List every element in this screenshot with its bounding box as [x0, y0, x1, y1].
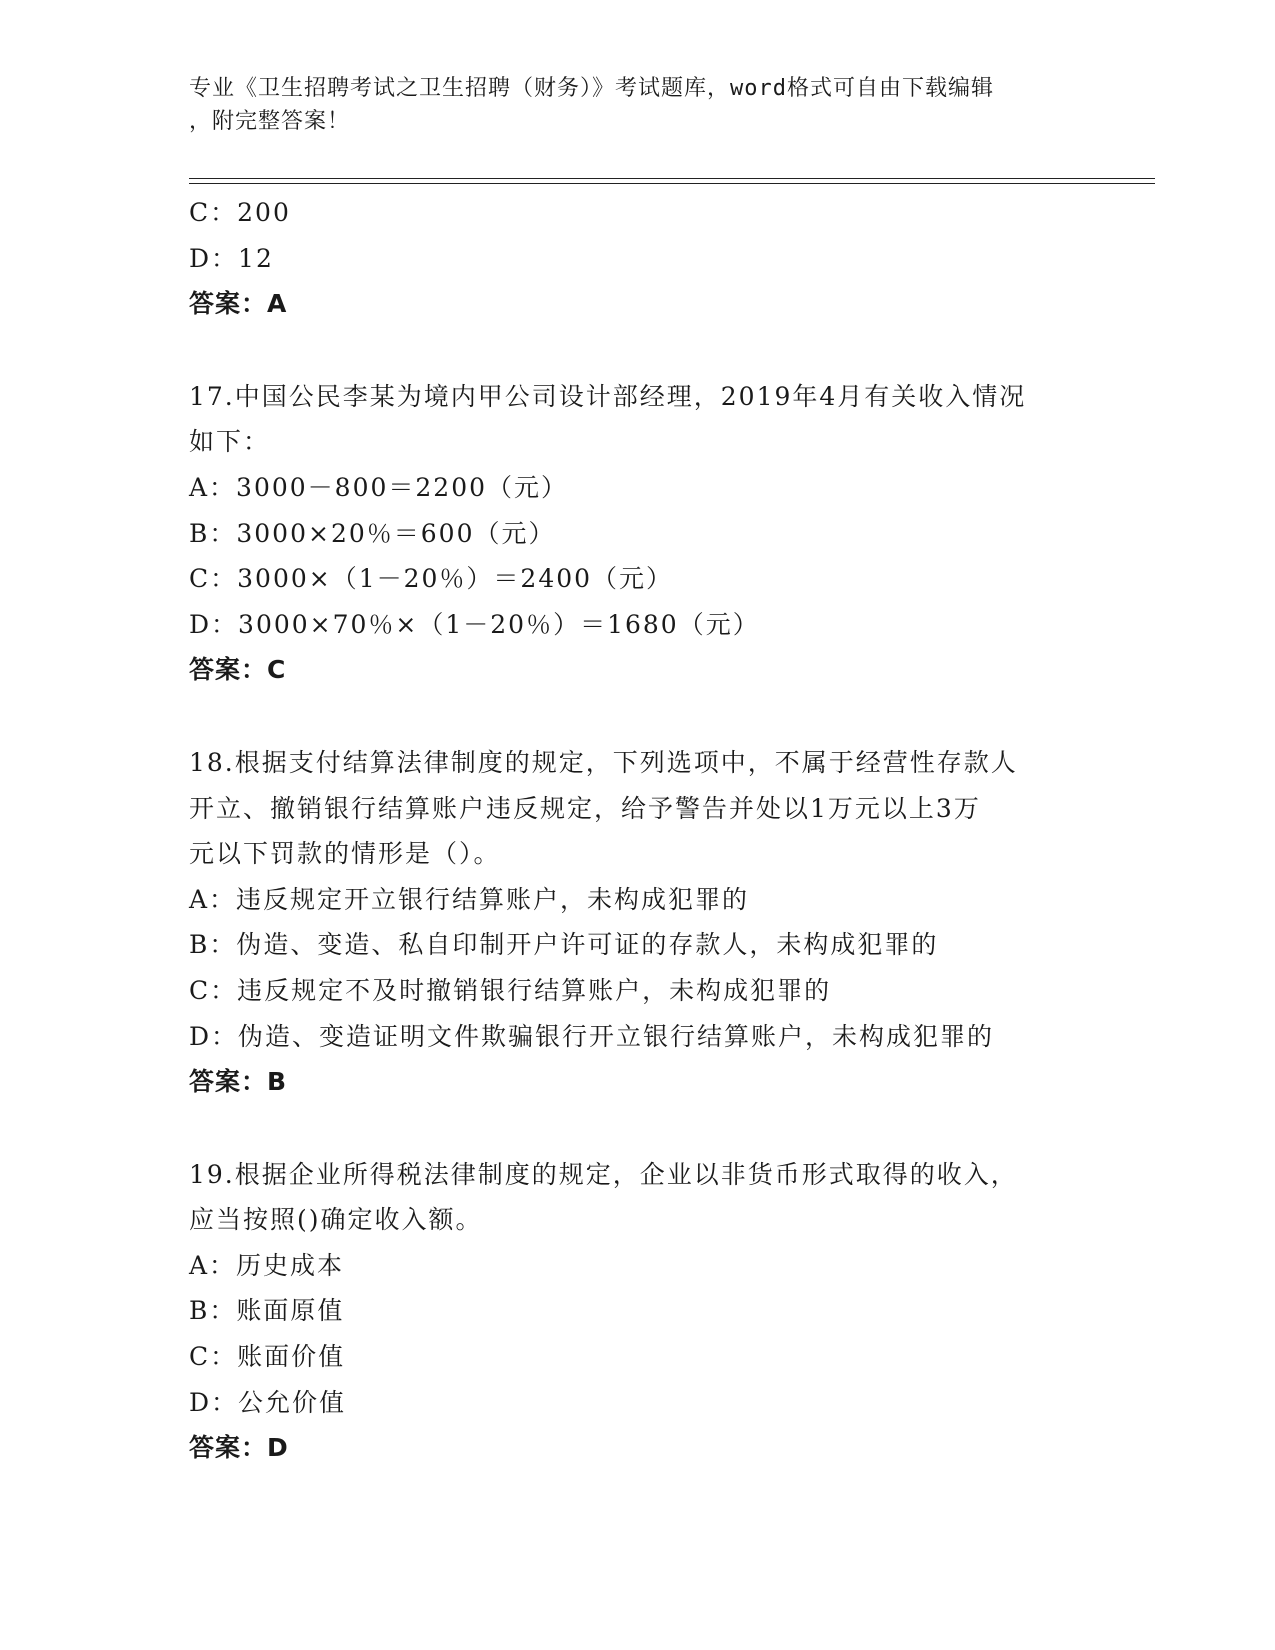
option-b: B：账面原值	[189, 1296, 345, 1326]
option-d: D：3000×70％×（1－20％）＝1680（元）	[189, 609, 760, 639]
question-stem: 开立、撤销银行结算账户违反规定，给予警告并处以1万元以上3万	[189, 793, 981, 823]
question-stem: 18.根据支付结算法律制度的规定，下列选项中，不属于经营性存款人	[189, 747, 1018, 777]
option-a: A：违反规定开立银行结算账户，未构成犯罪的	[189, 884, 750, 914]
header-line-1: 专业《卫生招聘考试之卫生招聘（财务）》考试题库，word格式可自由下载编辑	[189, 76, 994, 101]
option-a: A：3000－800＝2200（元）	[189, 472, 569, 502]
document-header	[189, 72, 1089, 138]
option-b: B：伪造、变造、私自印制开户许可证的存款人，未构成犯罪的	[189, 930, 939, 960]
question-stem: 19.根据企业所得税法律制度的规定，企业以非货币形式取得的收入，	[189, 1159, 1018, 1189]
question-stem: 17.中国公民李某为境内甲公司设计部经理，2019年4月有关收入情况	[189, 381, 1027, 411]
question-stem: 应当按照()确定收入额。	[189, 1205, 483, 1235]
option-b: B：3000×20％＝600（元）	[189, 518, 556, 548]
option-c: C：3000×（1－20％）＝2400（元）	[189, 564, 674, 594]
question-stem: 元以下罚款的情形是（）。	[189, 839, 501, 869]
header-divider-top	[189, 178, 1155, 179]
option-c: C：违反规定不及时撤销银行结算账户，未构成犯罪的	[189, 975, 832, 1005]
answer: 答案：B	[189, 1067, 288, 1097]
header-divider-bottom	[189, 183, 1155, 184]
option-d: D：12	[189, 243, 274, 273]
answer: 答案：C	[189, 655, 287, 685]
question-stem: 如下：	[189, 427, 271, 457]
option-a: A：历史成本	[189, 1250, 345, 1280]
answer: 答案：D	[189, 1433, 289, 1463]
option-c: C：200	[189, 198, 291, 227]
question-17	[189, 374, 1089, 693]
question-19	[189, 1152, 1089, 1471]
question-content	[189, 190, 1089, 1471]
option-c: C：账面价值	[189, 1342, 346, 1372]
option-d: D：伪造、变造证明文件欺骗银行开立银行结算账户，未构成犯罪的	[189, 1021, 995, 1051]
header-line-2: ，附完整答案！	[189, 109, 351, 134]
question-16	[189, 190, 1089, 327]
option-d: D：公允价值	[189, 1387, 347, 1417]
question-18	[189, 740, 1089, 1105]
answer: 答案：A	[189, 289, 288, 319]
